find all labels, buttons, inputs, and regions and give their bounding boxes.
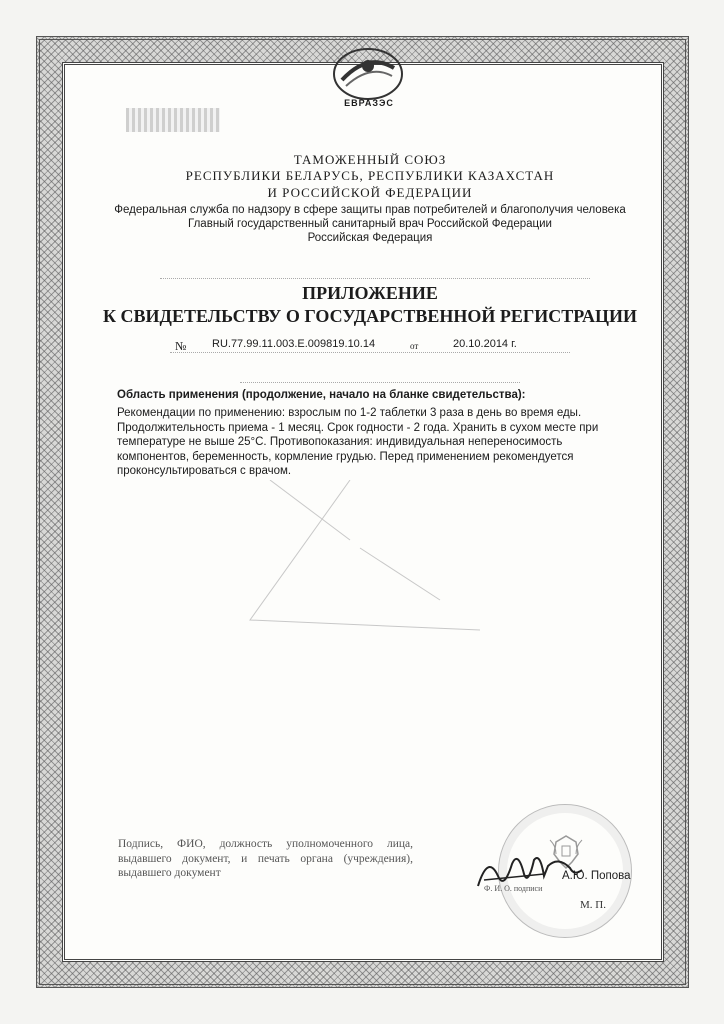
header-official: Главный государственный санитарный врач Российской Федерации	[188, 218, 552, 230]
hologram-strip	[126, 108, 220, 132]
registration-number: RU.77.99.11.003.Е.009819.10.14	[212, 338, 376, 350]
seal-label: М. П.	[580, 899, 606, 911]
header-agency: Федеральная служба по надзору в сфере защиты прав потребителей и благополучия человека	[114, 204, 626, 216]
registration-date: 20.10.2014 г.	[453, 338, 517, 350]
date-label: от	[410, 341, 419, 351]
doc-title: ПРИЛОЖЕНИЕ	[302, 283, 438, 303]
doc-subtitle: К СВИДЕТЕЛЬСТВУ О ГОСУДАРСТВЕННОЙ РЕГИСТРАЦИИ	[103, 306, 637, 326]
number-sign: №	[175, 339, 187, 353]
divider-line	[160, 278, 590, 279]
divider-line-2	[240, 382, 520, 383]
signer-name: А.Ю. Попова	[562, 870, 631, 882]
signature-caption: Подпись, ФИО, должность уполномоченного лица, выдавшего документ, и печать органа (учреждения), выдавшего документ	[118, 838, 413, 880]
emblem-name: ЕВРАЗЭС	[344, 98, 394, 108]
application-area-text: Рекомендации по применению: взрослым по 1-2 таблетки 3 раза в день во время еды. Продолжительность приема - 1 месяц. Срок годности - 2 года. Хранить в сухом месте при температуре не выше 25°С. Противопоказания: индивидуальная непереносимость компонентов, беременность, кормление грудью. Перед применением рекомендуется проконсультироваться с врачом.	[117, 407, 599, 478]
header-country: Российская Федерация	[307, 232, 433, 244]
strikethrough-z-line	[210, 480, 510, 640]
application-area-title: Область применения (продолжение, начало на бланке свидетельства):	[117, 389, 526, 401]
header-line-3: И РОССИЙСКОЙ ФЕДЕРАЦИИ	[267, 185, 473, 200]
fio-label: Ф. И. О. подписи	[484, 884, 543, 893]
header-line-1: ТАМОЖЕННЫЙ СОЮЗ	[293, 152, 447, 167]
number-underline	[170, 352, 570, 353]
eurasec-logo-icon	[330, 46, 406, 102]
header-line-2: РЕСПУБЛИКИ БЕЛАРУСЬ, РЕСПУБЛИКИ КАЗАХСТАН	[185, 168, 555, 183]
